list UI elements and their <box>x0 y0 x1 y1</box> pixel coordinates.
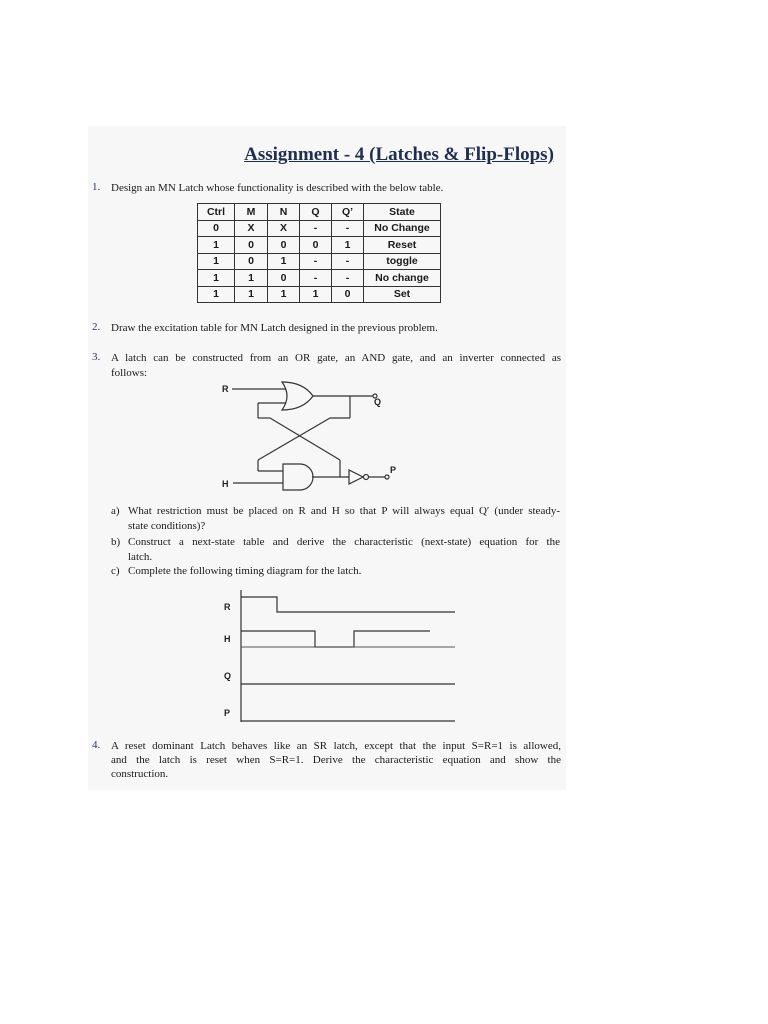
table-cell: - <box>332 270 364 287</box>
table-cell: 0 <box>235 253 268 270</box>
circuit-label-r: R <box>222 384 229 394</box>
header-n: N <box>268 204 300 221</box>
timing-label-r: R <box>224 602 231 612</box>
table-cell: No Change <box>364 220 441 237</box>
q4-line3: construction. <box>111 768 169 780</box>
table-cell: X <box>268 220 300 237</box>
q3-sub-b-label: b) <box>111 536 121 548</box>
table-cell: 0 <box>198 220 235 237</box>
timing-label-q: Q <box>224 671 232 681</box>
table-cell: 0 <box>235 237 268 254</box>
header-q: Q <box>300 204 332 221</box>
q3-sub-b-line1: Construct a next-state table and derive the characteristic (next-state) equation for the <box>128 536 560 548</box>
table-cell: toggle <box>364 253 441 270</box>
table-cell: - <box>300 220 332 237</box>
q3-text-line1: A latch can be constructed from an OR gate, an AND gate, and an inverter connected as <box>111 352 561 364</box>
table-cell: 1 <box>235 270 268 287</box>
table-cell: 1 <box>235 286 268 303</box>
table-cell: X <box>235 220 268 237</box>
q3-number: 3. <box>92 351 101 363</box>
header-state: State <box>364 204 441 221</box>
table-cell: 1 <box>268 253 300 270</box>
table-cell: 0 <box>268 270 300 287</box>
table-cell: 1 <box>300 286 332 303</box>
q1-number: 1. <box>92 181 101 193</box>
q3-sub-b-line2: latch. <box>128 550 153 563</box>
circuit-label-h: H <box>222 479 229 489</box>
table-cell: - <box>300 270 332 287</box>
q4-line2: and the latch is reset when S=R=1. Derive the characteristic equation and show the <box>111 754 561 766</box>
table-cell: Reset <box>364 237 441 254</box>
table-cell: No change <box>364 270 441 287</box>
table-cell: 0 <box>332 286 364 303</box>
table-cell: 0 <box>268 237 300 254</box>
table-cell: 1 <box>268 286 300 303</box>
table-cell: Set <box>364 286 441 303</box>
waveform-h <box>241 631 430 647</box>
table-cell: - <box>332 220 364 237</box>
q3-sub-a-line1: What restriction must be placed on R and H so that P will always equal Q′ (under steady- <box>128 505 560 517</box>
table-cell: - <box>332 253 364 270</box>
q4-line1: A reset dominant Latch behaves like an SR latch, except that the input S=R=1 is allowed, <box>111 740 561 752</box>
q3-sub-a-line2: state conditions)? <box>128 519 206 532</box>
q2-text: Draw the excitation table for MN Latch designed in the previous problem. <box>111 322 438 334</box>
table-cell: 1 <box>198 237 235 254</box>
waveform-r <box>241 597 455 612</box>
q1-text: Design an MN Latch whose functionality is described with the below table. <box>111 182 444 194</box>
timing-label-h: H <box>224 634 231 644</box>
assignment-title: Assignment - 4 (Latches & Flip-Flops) <box>244 144 554 165</box>
table-cell: 1 <box>332 237 364 254</box>
q2-number: 2. <box>92 321 101 333</box>
timing-label-p: P <box>224 708 231 718</box>
q3-sub-a-label: a) <box>111 505 120 517</box>
q4-number: 4. <box>92 739 101 751</box>
q3-sub-c-line1: Complete the following timing diagram for the latch. <box>128 565 362 577</box>
table-cell: 1 <box>198 253 235 270</box>
header-ctrl: Ctrl <box>198 204 235 221</box>
table-cell: 1 <box>198 286 235 303</box>
header-q-prime: Q’ <box>332 204 364 221</box>
q3-text-line2: follows: <box>111 367 148 379</box>
table-cell: - <box>300 253 332 270</box>
header-m: M <box>235 204 268 221</box>
table-cell: 0 <box>300 237 332 254</box>
q3-sub-c-label: c) <box>111 565 120 577</box>
circuit-label-q: Q <box>374 397 382 407</box>
table-cell: 1 <box>198 270 235 287</box>
circuit-label-p: P <box>390 465 397 475</box>
